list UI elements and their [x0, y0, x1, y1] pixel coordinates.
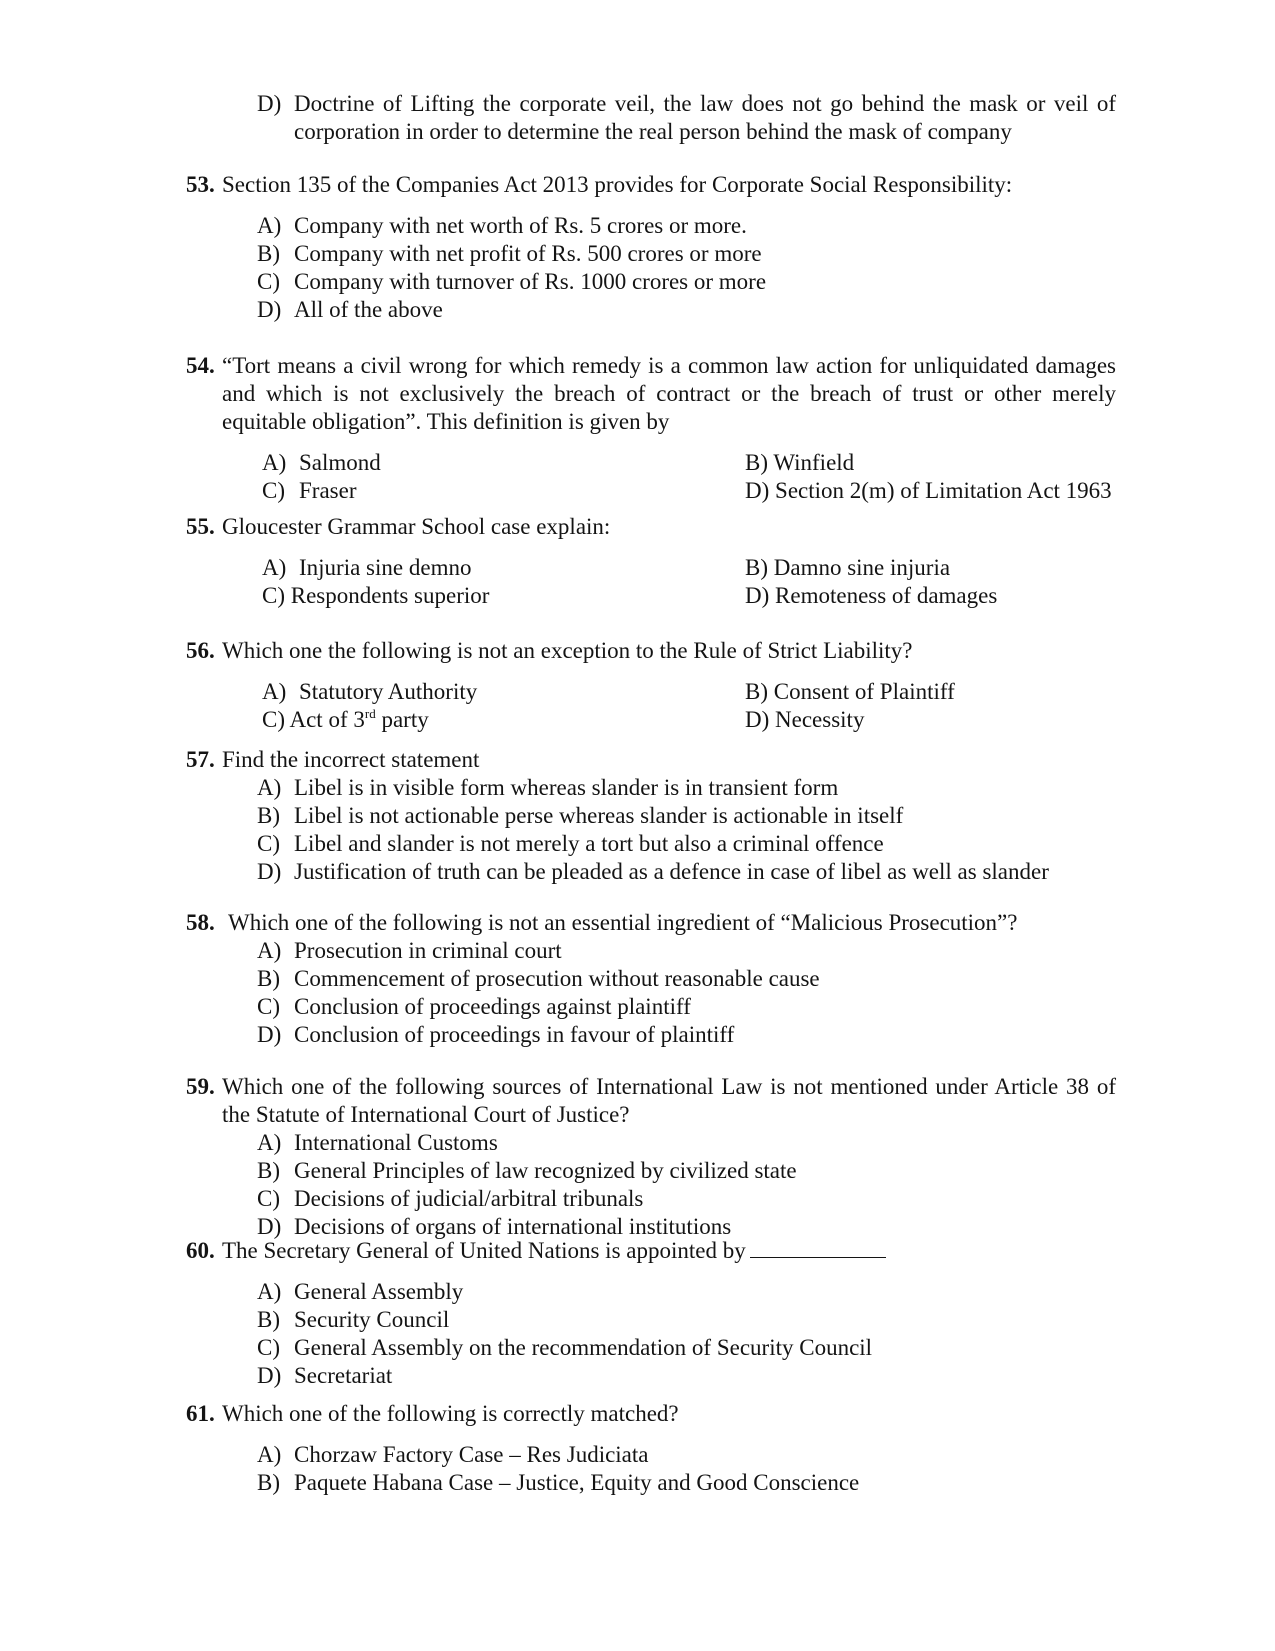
question-number: 59. — [186, 1074, 215, 1099]
option-text: Winfield — [773, 450, 855, 475]
option-text: Paquete Habana Case – Justice, Equity and Good Conscience — [294, 1470, 860, 1495]
answer-blank — [750, 1239, 886, 1258]
question-text — [186, 637, 1116, 665]
option-letter: D) — [257, 1022, 282, 1047]
option-text: Libel is in visible form whereas slander is in transient form — [294, 775, 839, 800]
option-d — [186, 90, 1116, 146]
question-number: 60. — [186, 1238, 215, 1263]
option-text: Section 2(m) of Limitation Act 1963 — [775, 478, 1112, 503]
option-c — [262, 706, 429, 734]
option-text: Damno sine injuria — [773, 555, 951, 580]
option-list — [186, 1278, 1116, 1390]
question-body: “Tort means a civil wrong for which remedy is a common law action for unliquidated damages and which is not exclusively the breach of contract or the breach of trust or other merely equitable obligation”. This definition is given by — [222, 353, 1116, 434]
question-text — [186, 352, 1116, 436]
option-b — [186, 1306, 1116, 1334]
option-a — [186, 1129, 1116, 1157]
option-letter: B) — [745, 555, 768, 580]
question-56 — [186, 637, 1116, 734]
question-61 — [186, 1400, 1116, 1497]
question-number: 56. — [186, 638, 215, 663]
question-number: 61. — [186, 1401, 215, 1426]
question-57 — [186, 746, 1116, 886]
option-letter: C) — [257, 1335, 280, 1360]
question-58 — [186, 909, 1116, 1049]
question-body: Which one of the following is correctly matched? — [222, 1401, 679, 1426]
option-text: Injuria sine demno — [299, 555, 472, 580]
question-53 — [186, 171, 1116, 324]
question-text — [186, 1073, 1116, 1129]
question-body: Which one of the following is not an essential ingredient of “Malicious Prosecution”? — [228, 910, 1018, 935]
question-body: Section 135 of the Companies Act 2013 provides for Corporate Social Responsibility: — [222, 172, 1013, 197]
option-text: Commencement of prosecution without reasonable cause — [294, 966, 820, 991]
option-list — [186, 937, 1116, 1049]
question-body: Which one the following is not an exception to the Rule of Strict Liability? — [222, 638, 913, 663]
option-text: Act of 3 — [289, 707, 365, 732]
option-letter: C) — [257, 994, 280, 1019]
option-letter: A) — [257, 213, 282, 238]
option-letter: D) — [257, 1214, 282, 1239]
option-b — [186, 1469, 1116, 1497]
question-60 — [186, 1237, 1116, 1390]
option-c — [186, 1334, 1116, 1362]
option-text: All of the above — [294, 297, 443, 322]
option-list — [186, 1441, 1116, 1497]
option-c — [186, 830, 1116, 858]
option-d — [745, 582, 997, 610]
question-54 — [186, 352, 1116, 505]
question-text — [186, 1237, 1116, 1265]
option-a — [186, 212, 1116, 240]
option-text: Chorzaw Factory Case – Res Judiciata — [294, 1442, 649, 1467]
option-b — [186, 240, 1116, 268]
option-letter: D) — [257, 297, 282, 322]
option-letter: B) — [745, 679, 768, 704]
option-letter: D) — [257, 1363, 282, 1388]
option-text: Respondents superior — [290, 583, 490, 608]
option-letter: B) — [257, 1158, 280, 1183]
option-text: Statutory Authority — [299, 679, 478, 704]
option-text: Conclusion of proceedings in favour of plaintiff — [294, 1022, 735, 1047]
option-text: Company with net profit of Rs. 500 crores or more — [294, 241, 762, 266]
option-letter: D) — [745, 583, 770, 608]
option-letter: A) — [257, 938, 282, 963]
option-letter: A) — [257, 775, 282, 800]
option-text: International Customs — [294, 1130, 498, 1155]
question-body: The Secretary General of United Nations is appointed by — [222, 1238, 746, 1263]
option-b — [745, 449, 854, 477]
option-a — [262, 449, 381, 477]
question-number: 57. — [186, 747, 215, 772]
option-grid — [186, 449, 1116, 505]
option-a — [186, 1441, 1116, 1469]
option-a — [262, 554, 471, 582]
option-text: Salmond — [299, 450, 381, 475]
option-letter: D) — [745, 478, 770, 503]
question-text — [186, 746, 1116, 774]
option-a — [186, 1278, 1116, 1306]
question-text — [186, 909, 1116, 937]
option-letter: A) — [257, 1279, 282, 1304]
option-letter: B) — [257, 1470, 280, 1495]
question-text — [186, 171, 1116, 199]
option-letter: C) — [257, 269, 280, 294]
option-grid — [186, 678, 1116, 734]
option-letter: D) — [745, 707, 770, 732]
question-number: 53. — [186, 172, 215, 197]
question-number: 54. — [186, 353, 215, 378]
question-body: Gloucester Grammar School case explain: — [222, 514, 611, 539]
option-letter: A) — [262, 450, 287, 475]
option-a — [186, 937, 1116, 965]
option-letter: A) — [257, 1130, 282, 1155]
question-text — [186, 513, 1116, 541]
question-body: Which one of the following sources of International Law is not mentioned under Article 38 of the Statute of International Court of Justice? — [222, 1074, 1116, 1127]
option-letter: A) — [262, 555, 287, 580]
option-text: Consent of Plaintiff — [773, 679, 955, 704]
option-grid — [186, 554, 1116, 610]
option-text: Necessity — [775, 707, 865, 732]
question-59 — [186, 1073, 1116, 1241]
option-letter: B) — [257, 966, 280, 991]
option-text: Company with turnover of Rs. 1000 crores or more — [294, 269, 767, 294]
option-c — [186, 268, 1116, 296]
option-list — [186, 1129, 1116, 1241]
question-number: 55. — [186, 514, 215, 539]
option-letter: C) — [262, 478, 285, 503]
option-d — [186, 1362, 1116, 1390]
option-c — [186, 1185, 1116, 1213]
option-c — [262, 582, 489, 610]
option-letter: C) — [257, 831, 280, 856]
option-d — [745, 477, 1112, 505]
option-b — [745, 678, 955, 706]
option-text: Remoteness of damages — [775, 583, 998, 608]
option-a — [186, 774, 1116, 802]
ordinal-suffix: rd — [364, 706, 376, 721]
option-text: General Principles of law recognized by civilized state — [294, 1158, 797, 1183]
option-text: Decisions of organs of international institutions — [294, 1214, 732, 1239]
question-55 — [186, 513, 1116, 610]
option-text: Company with net worth of Rs. 5 crores or more. — [294, 213, 747, 238]
option-d — [186, 296, 1116, 324]
option-letter: C) — [257, 1186, 280, 1211]
option-text: General Assembly on the recommendation of Security Council — [294, 1335, 873, 1360]
option-d — [745, 706, 864, 734]
option-d — [186, 1021, 1116, 1049]
option-letter: A) — [262, 679, 287, 704]
option-text: Conclusion of proceedings against plaintiff — [294, 994, 691, 1019]
option-letter: A) — [257, 1442, 282, 1467]
option-d — [186, 858, 1116, 886]
option-text: Prosecution in criminal court — [294, 938, 562, 963]
question-text — [186, 1400, 1116, 1428]
option-letter: C) — [262, 583, 285, 608]
option-text: Libel and slander is not merely a tort but also a criminal offence — [294, 831, 884, 856]
option-text: Doctrine of Lifting the corporate veil, the law does not go behind the mask or veil of corporation in order to determine the real person behind the mask of company — [294, 91, 1116, 144]
option-b — [745, 554, 950, 582]
option-text: Secretariat — [294, 1363, 393, 1388]
option-text: Justification of truth can be pleaded as a defence in case of libel as well as slander — [294, 859, 1049, 884]
option-text: Security Council — [294, 1307, 450, 1332]
question-number: 58. — [186, 910, 215, 935]
option-text: Fraser — [299, 478, 357, 503]
option-text: Libel is not actionable perse whereas slander is actionable in itself — [294, 803, 904, 828]
option-letter: C) — [262, 707, 285, 732]
option-text: General Assembly — [294, 1279, 464, 1304]
option-letter: B) — [745, 450, 768, 475]
option-b — [186, 965, 1116, 993]
option-list — [186, 774, 1116, 886]
question-52-continuation — [186, 90, 1116, 146]
option-text-suffix: party — [375, 707, 429, 732]
option-b — [186, 1157, 1116, 1185]
option-letter: B) — [257, 241, 280, 266]
option-a — [262, 678, 477, 706]
option-c — [262, 477, 356, 505]
question-body: Find the incorrect statement — [222, 747, 480, 772]
option-letter: D) — [257, 91, 282, 116]
option-list — [186, 212, 1116, 324]
option-letter: B) — [257, 1307, 280, 1332]
option-b — [186, 802, 1116, 830]
option-letter: B) — [257, 803, 280, 828]
option-letter: D) — [257, 859, 282, 884]
option-c — [186, 993, 1116, 1021]
option-text: Decisions of judicial/arbitral tribunals — [294, 1186, 644, 1211]
